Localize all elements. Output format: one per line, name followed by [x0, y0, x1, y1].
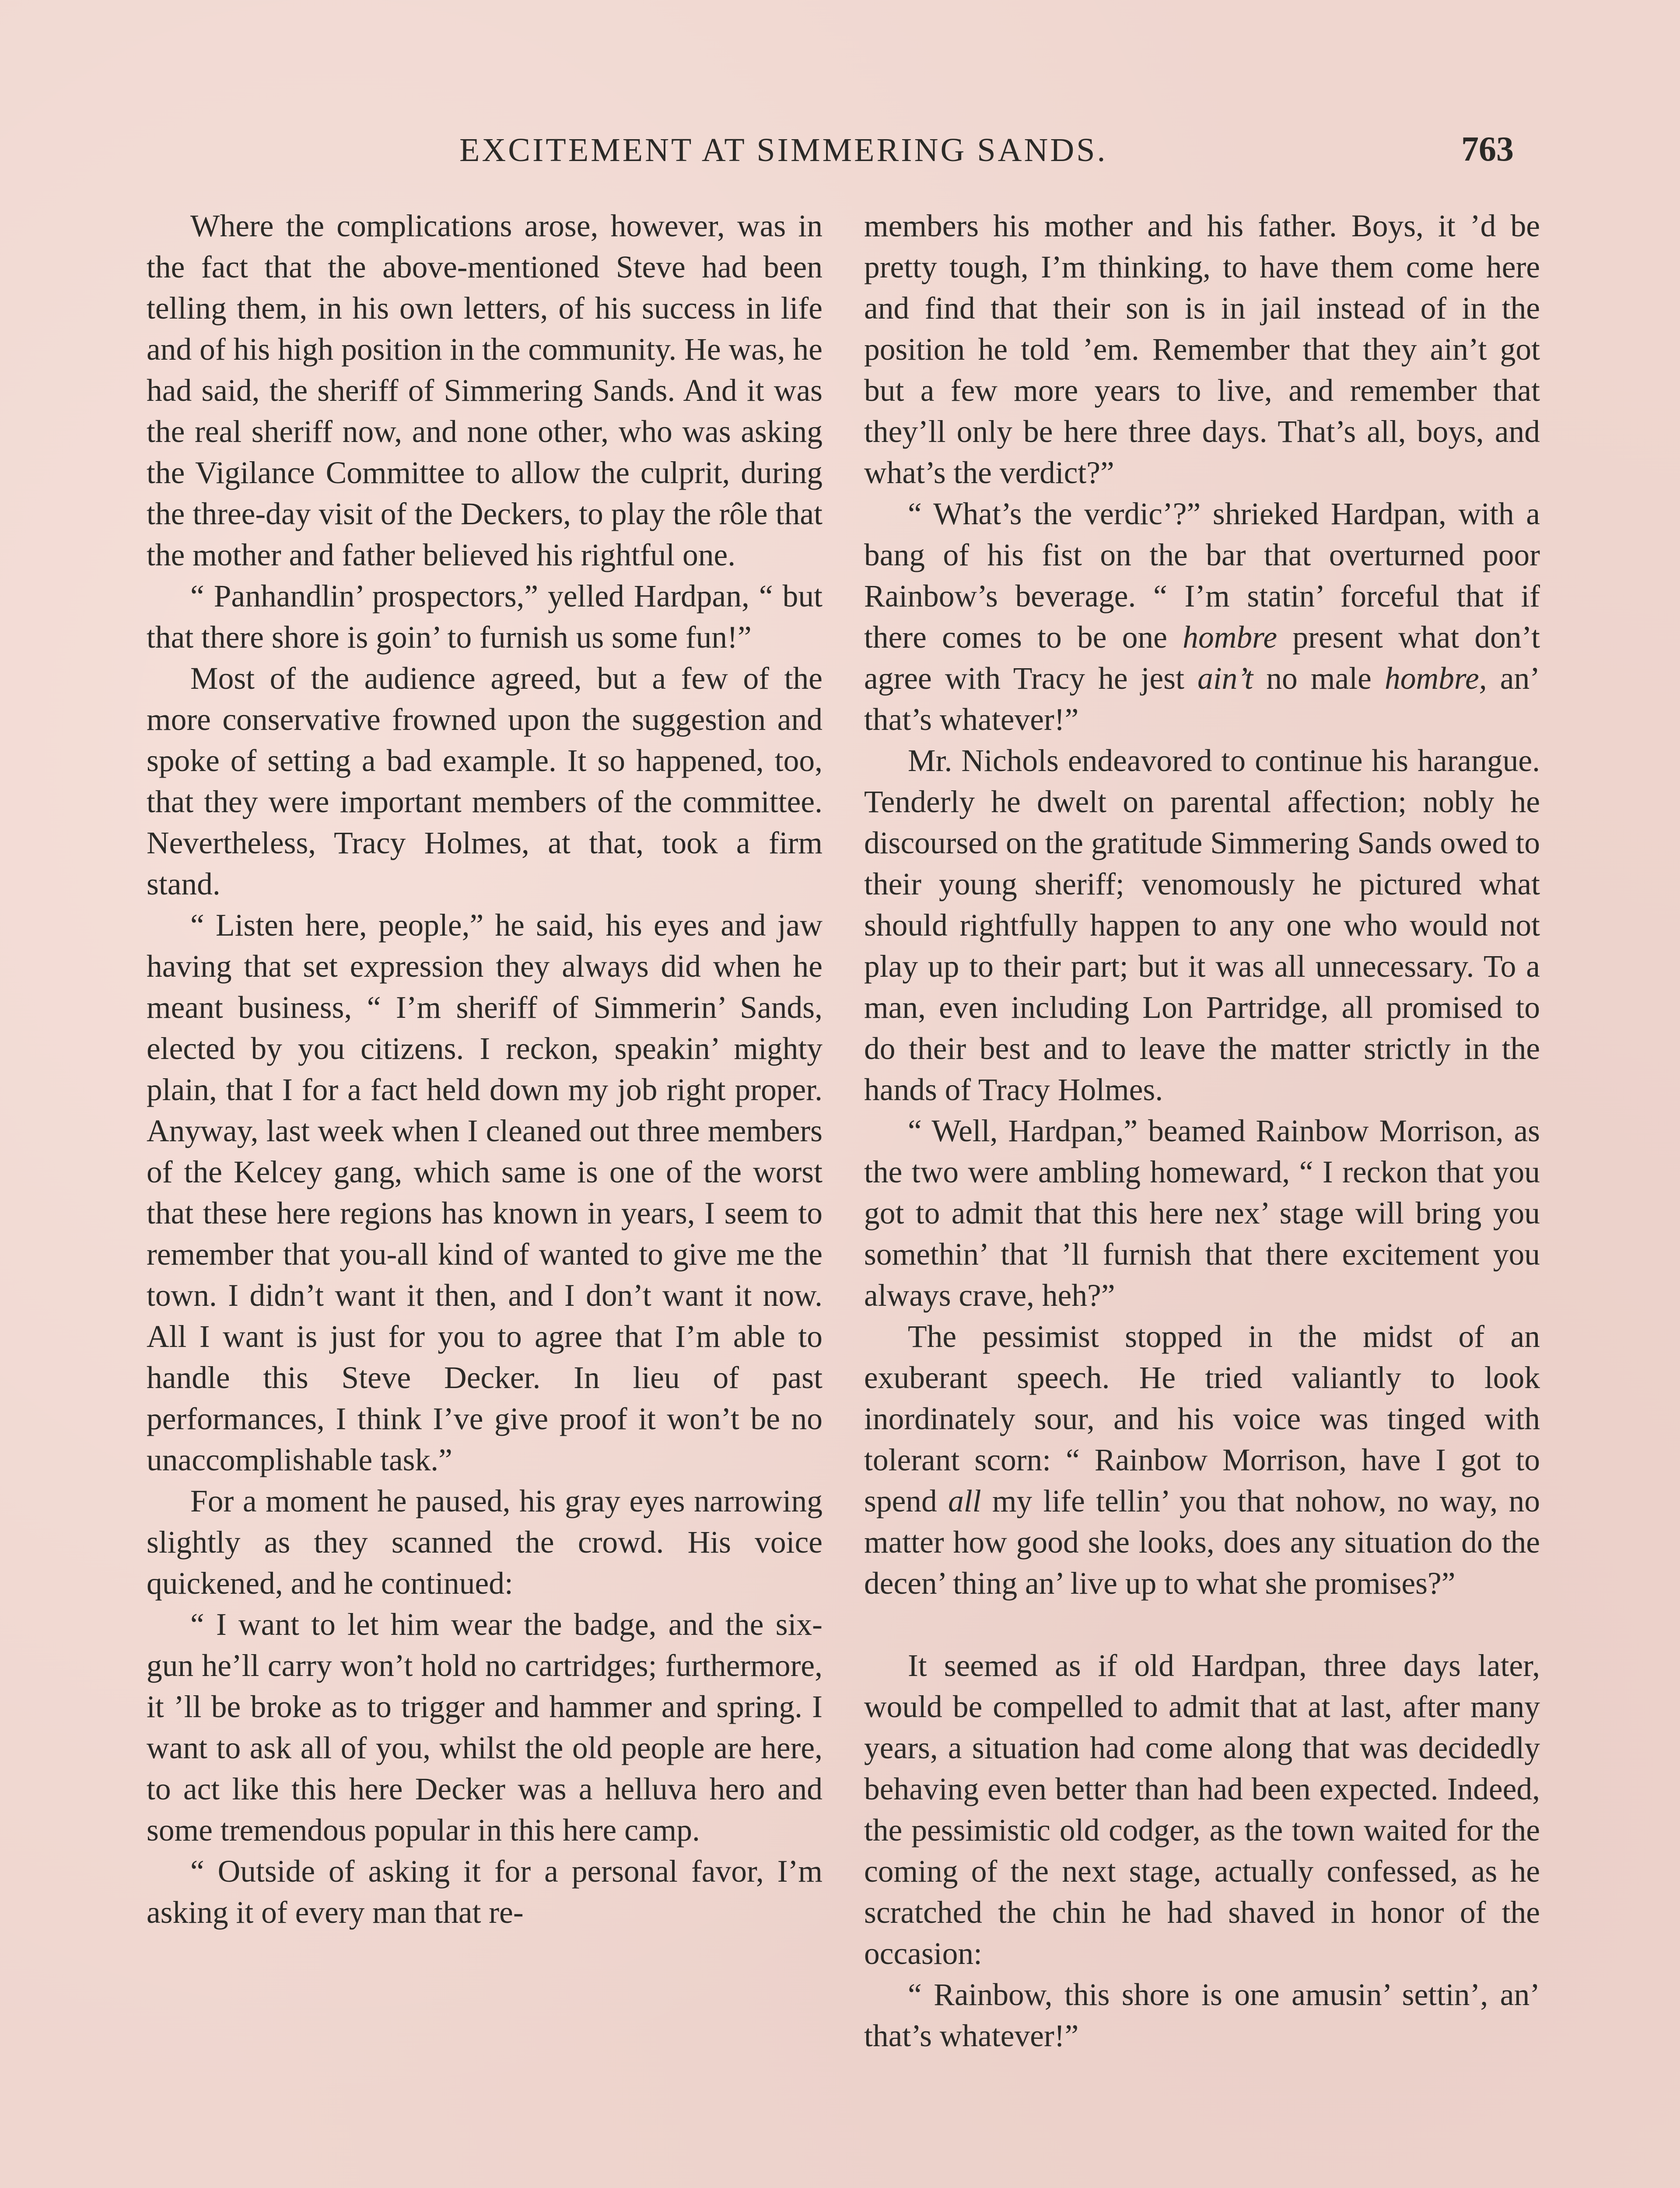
italic-word: ain’t — [1197, 661, 1253, 696]
italic-word: all — [948, 1484, 981, 1518]
paragraph-verdict — [864, 494, 1540, 740]
paragraph: “ Well, Hardpan,” beamed Rainbow Morrison, as the two were ambling homeward, “ I reckon that you got to admit that this here nex’ stage will bring you somethin’ that ’ll furnish that there excitement you always crave, heh?” — [864, 1114, 1540, 1313]
text-run: my life tellin’ you that nohow, no way, no matter how good she looks, does any situation do the decen’ thing an’ live up to what she promises?” — [864, 1484, 1540, 1601]
italic-word: hombre, — [1384, 661, 1487, 696]
paragraph: Mr. Nichols endeavored to continue his harangue. Tenderly he dwelt on parental affection; nobly he discoursed on the gratitude Simmering Sands owed to their young sheriff; venomously he pictured what should rightfully happen to any one who would not play up to their part; but it was all unnecessary. To a man, even including Lon Partridge, all promised to do their best and to leave the matter strictly in the hands of Tracy Holmes. — [864, 743, 1540, 1107]
page-header — [0, 131, 1680, 179]
italic-word: hombre — [1183, 620, 1278, 655]
paragraph: “ I want to let him wear the badge, and the six-gun he’ll carry won’t hold no cartridges; furthermore, it ’ll be broke as to trigger and hammer and spring. I want to ask all of you, whilst the old people are here, to act like this here Decker was a helluva hero and some tremendous popular in this here camp. — [147, 1607, 822, 1848]
paragraph: “ Panhandlin’ prospectors,” yelled Hardpan, “ but that there shore is goin’ to furnish us some fun!” — [147, 579, 822, 655]
text-run: “ What’s the verdic’?” shrieked Hardpan, with a bang of his fist on the bar that overturned poor Rainbow’s beverage. “ I’m statin’ forceful that if there comes to be one — [864, 497, 1540, 655]
paragraph: Most of the audience agreed, but a few of the more conservative frowned upon the suggestion and spoke of setting a bad example. It so happened, too, that they were important members of the committee. Nevertheless, Tracy Holmes, at that, took a firm stand. — [147, 661, 822, 901]
paragraph: For a moment he paused, his gray eyes narrowing slightly as they scanned the crowd. His voice quickened, and he continued: — [147, 1484, 822, 1601]
paragraph: Where the complications arose, however, was in the fact that the above-mentioned Steve had been telling them, in his own letters, of his success in life and of his high position in the community. He was, he had said, the sheriff of Simmering Sands. And it was the real sheriff now, and none other, who was asking the Vigilance Committee to allow the culprit, during the three-day visit of the Deckers, to play the rôle that the mother and father believed his rightful one. — [147, 209, 822, 572]
paragraph: “ Outside of asking it for a personal favor, I’m asking it of every man that re- — [147, 1854, 822, 1930]
text-run: The pessimist stopped in the midst of an exuberant speech. He tried valiantly to look inordinately sour, and his voice was tinged with tolerant scorn: “ Rainbow Morrison, have I got to spend — [864, 1319, 1540, 1518]
right-column — [864, 206, 1540, 2057]
paragraph: It seemed as if old Hardpan, three days later, would be compelled to admit that at last, after many years, a situation had come along that was decidedly behaving even better than had been expected. Indeed, the pessimistic old codger, as the town waited for the coming of the next stage, actually confessed, as he scratched the chin he had shaved in honor of the occasion: — [864, 1648, 1540, 1971]
running-head: EXCITEMENT AT SIMMERING SANDS. — [459, 132, 1108, 168]
text-run: an’ that’s whatever!” — [864, 661, 1540, 737]
paragraph-continuation: members his mother and his father. Boys, it ’d be pretty tough, I’m thinking, to have them come here and find that their son is in jail instead of in the position he told ’em. Remember that they ain’t got but a few more years to live, and remember that they’ll only be here three days. That’s all, boys, and what’s the verdict?” — [864, 209, 1540, 490]
page-number: 763 — [1461, 130, 1514, 168]
paragraph: “ Rainbow, this shore is one amusin’ settin’, an’ that’s whatever!” — [864, 1978, 1540, 2053]
paragraph: “ Listen here, people,” he said, his eyes and jaw having that set expression they always did when he meant business, “ I’m sheriff of Simmerin’ Sands, elected by you citizens. I reckon, speakin’ mighty plain, that I for a fact held down my job right proper. Anyway, last week when I cleaned out three members of the Kelcey gang, which same is one of the worst that these here regions has known in years, I seem to remember that you-all kind of wanted to give me the town. I didn’t want it then, and I don’t want it now. All I want is just for you to agree that I’m able to handle this Steve Decker. In lieu of past performances, I think I’ve give proof it won’t be no unaccomplishable task.” — [147, 908, 822, 1477]
paragraph-pessimist — [864, 1316, 1540, 1604]
left-column — [147, 206, 822, 1933]
text-run: present what don’t agree with Tracy he jest — [864, 620, 1540, 696]
text-run: no male — [1253, 661, 1385, 696]
